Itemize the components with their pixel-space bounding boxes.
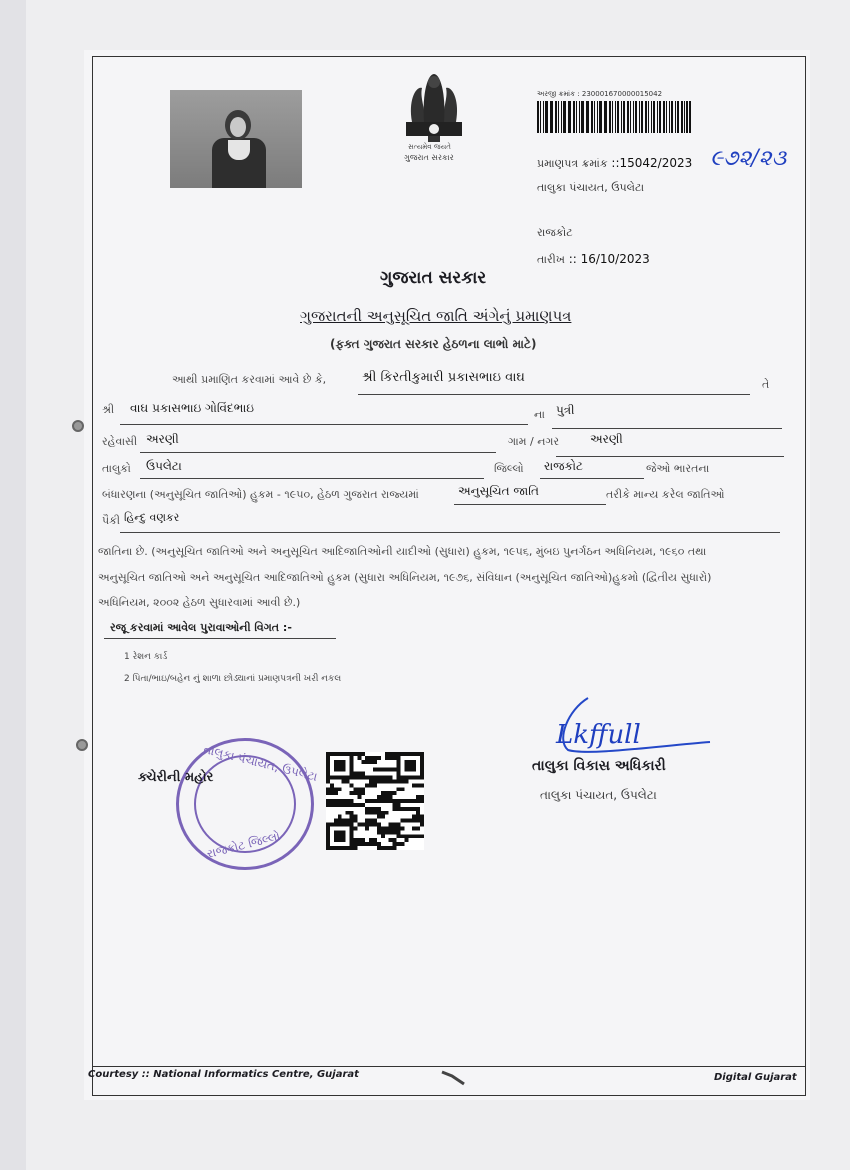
date-value: :: 16/10/2023 xyxy=(564,252,650,266)
legal-paragraph-line1: જાતિના છે. (અનુસૂચિત જાતિઓ અને અનુસૂચિત આદિજાતિઓની યાદીઓ (સુધારા) હુકમ, ૧૯૫૬, મુંબઇ પુનર્ગઠન અધિનિયમ, ૧૯૬૦ તથા xyxy=(98,545,707,558)
caste-label: પૈકી xyxy=(102,514,121,527)
footer-rule xyxy=(92,1066,806,1067)
seal-text-top: તાલુકા પંચાયત, ઉપલેટા xyxy=(202,742,319,784)
caste-value: હિન્દુ વણકર xyxy=(124,511,180,524)
legal-paragraph-line3: અધિનિયમ, ૨૦૦૨ હેઠળ સુધારવામાં આવી છે.) xyxy=(98,596,301,609)
evidence-item: 1 રેશન કાર્ડ xyxy=(124,652,168,662)
certificate-number-label xyxy=(537,156,692,171)
village-label: ગામ / નગર xyxy=(508,435,560,448)
evidence-item: 2 પિતા/ભાઇ/બહેન નું શાળા છોડ્યાનાં પ્રમાણપત્રની ખરી નકલ xyxy=(124,674,342,684)
taluka-label: તાલુકો xyxy=(102,462,131,475)
footer-courtesy: Courtesy :: National Informatics Centre, Gujarat xyxy=(88,1069,359,1080)
signature-stroke-icon xyxy=(548,690,718,760)
issuing-office: તાલુકા પંચાયત, ઉપલેટા xyxy=(537,181,645,194)
government-title: ગુજરાત સરકાર xyxy=(380,268,487,288)
legal-paragraph-line2: અનુસૂચિત જાતિઓ અને અનુસૂચિત આદિજાતિઓ હુકમ (સુધારા અધિનિયમ, ૧૯૭૬, સંવિધાન (અનુસૂચિત જાતિઓ)હુકમો (દ્વિતીય સુધારો) xyxy=(98,571,712,584)
barcode xyxy=(537,101,693,133)
district-label: જિલ્લો xyxy=(494,462,524,475)
father-underline xyxy=(120,424,528,425)
residence-value: અરણી xyxy=(146,432,179,446)
emblem-caption: સત્યમેવ જયતે xyxy=(408,143,451,151)
date-label: તારીખ xyxy=(537,253,565,266)
beneficiary-name: શ્રી કિરતીકુમારી પ્રકાસભાઇ વાઘ xyxy=(362,370,525,385)
issue-date xyxy=(537,252,650,267)
punch-hole-icon xyxy=(76,739,88,751)
village-value: અરણી xyxy=(590,432,623,446)
officer-office: તાલુકા પંચાયત, ઉપલેટા xyxy=(540,788,657,802)
seal-text-bottom: રાજકોટ જિલ્લો xyxy=(205,829,282,861)
application-number: અરજી ક્રમાંક : 230001670000015042 xyxy=(537,90,663,98)
category-value: અનુસૂચિત જાતિ xyxy=(458,484,539,498)
certificate-title: ગુજરાતની અનુસૂચિત જાતિ અંગેનું પ્રમાણપત્ર xyxy=(300,307,572,325)
scan-left-edge xyxy=(0,0,26,1170)
punch-hole-icon xyxy=(72,420,84,432)
relation-value: પુત્રી xyxy=(556,403,575,417)
handwritten-number: ૯૭૨/૨૩ xyxy=(710,146,787,171)
emblem-caption-gov: ગુજરાત સરકાર xyxy=(404,153,454,162)
applicant-photo xyxy=(170,90,302,188)
district-value: રાજકોટ xyxy=(544,459,583,473)
qr-code-icon xyxy=(326,752,424,850)
taluka-value: ઉપલેટા xyxy=(146,459,182,473)
certify-text: આથી પ્રમાણિત કરવામાં આવે છે કે, xyxy=(172,373,327,386)
issuing-district: રાજકોટ xyxy=(537,226,573,239)
cert-number-value: ::15042/2023 xyxy=(607,156,693,170)
relation-underline xyxy=(552,428,782,429)
evidence-heading-underline xyxy=(104,638,336,639)
officer-title: તાલુકા વિકાસ અધિકારી xyxy=(532,758,666,774)
cert-number-label-text: પ્રમાણપત્ર ક્રમાંક xyxy=(537,157,608,170)
recognized-text: તરીકે માન્ય કરેલ જાતિઓ xyxy=(606,488,725,501)
officer-signature: Lkffull xyxy=(556,720,641,750)
residence-label: રહેવાસી xyxy=(102,435,138,448)
office-seal-label: ક્ચેરીની મહોર xyxy=(138,770,214,785)
india-text: જેઓ ભારતના xyxy=(646,462,710,475)
certificate-note: (ફક્ત ગુજરાત સરકાર હેઠળના લાભો માટે) xyxy=(330,337,537,351)
name-underline xyxy=(358,394,750,395)
te-text: તે xyxy=(762,378,770,391)
category-underline xyxy=(454,504,606,505)
taluka-underline xyxy=(140,478,484,479)
constitution-text: બંધારણના (અનુસૂચિત જાતિઓ) હુકમ - ૧૯૫૦, હેઠળ ગુજરાત રાજ્યમાં xyxy=(102,488,419,501)
village-underline xyxy=(556,456,784,457)
na-text: ના xyxy=(534,408,545,421)
district-underline xyxy=(540,478,644,479)
residence-underline xyxy=(140,452,496,453)
evidence-heading: રજૂ કરવામાં આવેલ પુરાવાઓની વિગત :- xyxy=(110,621,292,634)
stapler-mark-icon xyxy=(440,1068,468,1086)
shri-text: શ્રી xyxy=(102,403,115,416)
father-name: વાઘ પ્રકાસભાઇ ગોવિંદભાઇ xyxy=(130,401,254,415)
caste-underline xyxy=(120,532,780,533)
footer-brand: Digital Gujarat xyxy=(714,1072,797,1083)
